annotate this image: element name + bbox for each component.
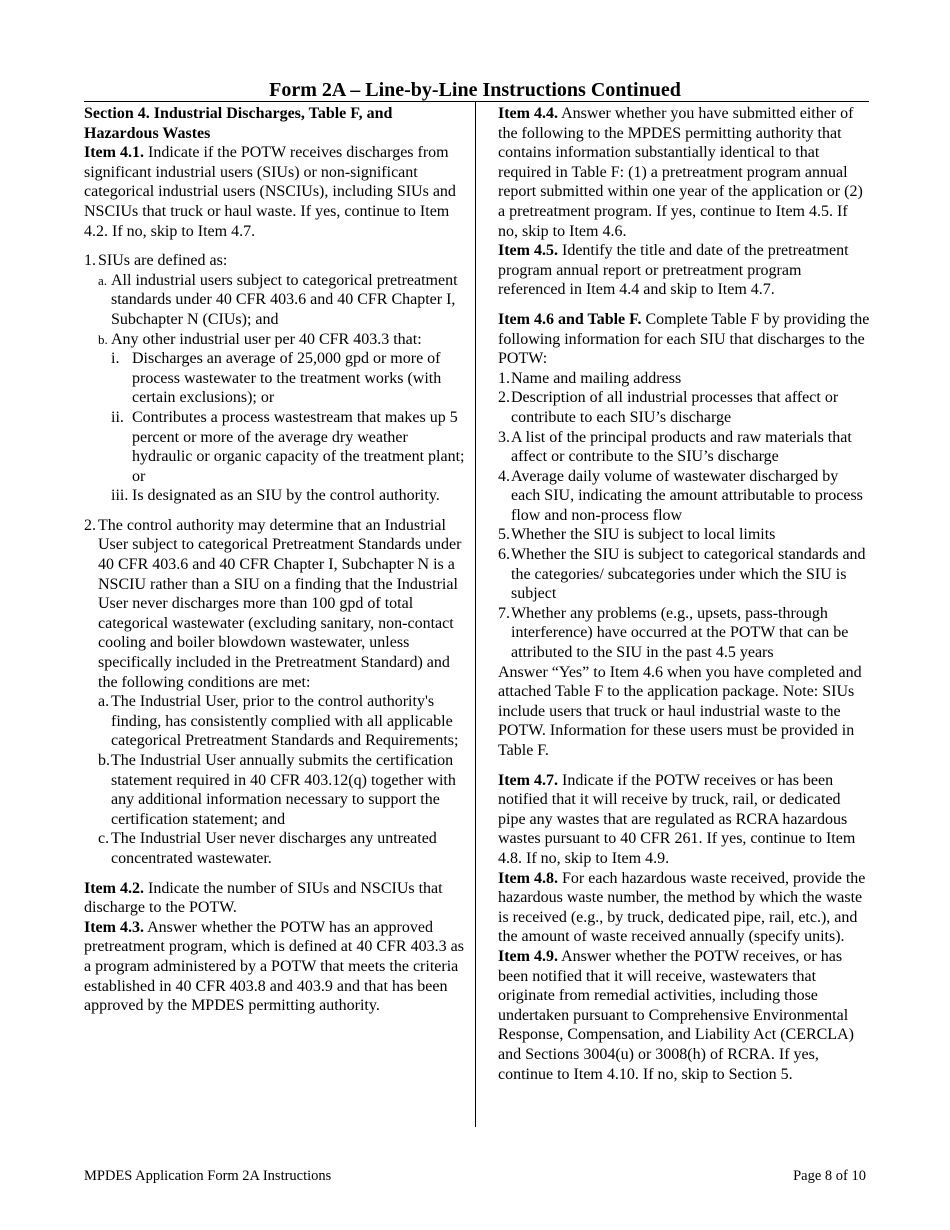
list-item <box>498 604 870 663</box>
item-text: Indicate if the POTW receives or has been notified that it will receive by truck, rail, or dedicated pipe any wastes that are regulated as RCRA hazardous wastes pursuant to 40 CFR 261. If yes, continue to Item 4.8. If no, skip to Item 4.9. <box>498 771 856 867</box>
list-text: Description of all industrial processes that affect or contribute to each SIU’s discharge <box>511 389 839 426</box>
item-label: Item 4.6 and Table F. <box>498 310 642 328</box>
list-marker: iii. <box>111 487 129 505</box>
item-label: Item 4.5. <box>498 242 558 260</box>
item-label: Item 4.4. <box>498 105 558 122</box>
list-item-2c <box>84 829 466 868</box>
list-marker: ii. <box>111 408 124 426</box>
list-marker: i. <box>111 350 120 368</box>
column-divider <box>475 102 476 1127</box>
list-marker: 3. <box>498 428 510 446</box>
list-item-2b <box>84 751 466 829</box>
item-4-3 <box>84 918 466 1016</box>
item-label: Item 4.3. <box>84 918 144 936</box>
list-marker: a. <box>98 693 110 711</box>
list-marker: 1. <box>84 252 96 270</box>
footer-page-number: Page 8 of 10 <box>793 1168 866 1184</box>
list-text: SIUs are defined as: <box>98 252 228 270</box>
list-text: Discharges an average of 25,000 gpd or more of process wastewater to the treatment works (with certain exclusions); or <box>132 350 442 407</box>
list-item-1 <box>84 251 466 271</box>
list-text: The Industrial User, prior to the control authority's finding, has consistently complied with all applicable categorical Pretreatment Standards and Requirements; <box>111 693 459 750</box>
list-item-1b-ii <box>84 408 466 486</box>
list-marker: 5. <box>498 526 510 544</box>
list-marker: 4. <box>498 467 510 485</box>
list-marker: 6. <box>498 546 510 564</box>
list-marker: 1. <box>498 369 510 387</box>
item-label: Item 4.1. <box>84 144 144 162</box>
list-text: All industrial users subject to categorical pretreatment standards under 40 CFR 403.6 and 40 CFR Chapter I, Subchapter N (CIUs); and <box>111 271 458 328</box>
list-item <box>498 525 870 545</box>
list-text: Whether the SIU is subject to local limits <box>511 526 776 544</box>
list-text: Is designated as an SIU by the control authority. <box>132 487 440 505</box>
list-item-1b-iii <box>84 486 466 506</box>
item-text: Identify the title and date of the pretreatment program annual report or pretreatment program referenced in Item 4.4 and skip to Item 4.7. <box>498 242 849 299</box>
list-item-1b <box>84 330 466 350</box>
item-label: Item 4.7. <box>498 771 558 789</box>
list-item-1a <box>84 271 466 330</box>
item-4-8 <box>498 869 870 947</box>
item-text: For each hazardous waste received, provide the hazardous waste number, the method by which the waste is received (e.g., by truck, dedicated pipe, rail, etc.), and the amount of waste received annually (specify units). <box>498 869 866 946</box>
list-item <box>498 369 870 389</box>
item-text: Answer whether you have submitted either of the following to the MPDES permitting authority that contains information substantially identical to that required in Table F: (1) a pretreatment program annual report submitted within one year of the application or (2) a pretreatment program. If yes, continue to Item 4.5. If no, skip to Item 4.6. <box>498 105 863 240</box>
title-rule <box>84 101 869 102</box>
item-text: Indicate if the POTW receives discharges from significant industrial users (SIUs) or non-significant categorical industrial users (NSCIUs), including SIUs and NSCIUs that truck or haul waste. If yes, continue to Item 4.2. If no, skip to Item 4.7. <box>84 144 456 240</box>
item-4-9 <box>498 947 870 1084</box>
item-text: Answer whether the POTW receives, or has been notified that it will receive, wastewaters that originate from remedial activities, including those undertaken pursuant to Comprehensive Environmental Response, Compensation, and Liability Act (CERCLA) and Sections 3004(u) or 3008(h) of RCRA. If yes, continue to Item 4.10. If no, skip to Section 5. <box>498 947 854 1083</box>
list-text: A list of the principal products and raw materials that affect or contribute to the SIU’s discharge <box>511 428 852 466</box>
list-item <box>498 467 870 526</box>
list-marker: b. <box>98 752 110 769</box>
list-text: Contributes a process wastestream that makes up 5 percent or more of the average dry weather hydraulic or organic capacity of the treatment plant; or <box>132 408 465 485</box>
item-text: Complete Table F by providing the following information for each SIU that discharges to the POTW: <box>498 310 870 368</box>
list-text: The Industrial User annually submits the certification statement required in 40 CFR 403.12(q) together with any additional information necessary to support the certification statement; and <box>111 752 456 828</box>
list-text: Any other industrial user per 40 CFR 403.3 that: <box>111 330 422 348</box>
item-text: Answer whether the POTW has an approved pretreatment program, which is defined at 40 CFR 403.3 as a program administered by a POTW that meets the criteria established in 40 CFR 403.8 and 403.9 and that has been approved by the MPDES permitting authority. <box>84 918 464 1015</box>
item-4-2 <box>84 879 466 918</box>
item-4-4 <box>498 104 870 241</box>
list-item <box>498 428 870 467</box>
item-4-1 <box>84 143 466 241</box>
list-marker: 2. <box>498 389 510 407</box>
list-item-1b-i <box>84 349 466 408</box>
list-text: Whether the SIU is subject to categorical standards and the categories/ subcategories under which the SIU is subject <box>511 546 866 603</box>
list-marker: 7. <box>498 604 510 622</box>
list-item-2 <box>84 516 466 692</box>
list-item-2a <box>84 692 466 751</box>
list-text: The control authority may determine that an Industrial User subject to categorical Pretreatment Standards under 40 CFR 403.6 and 40 CFR Chapter I, Subchapter N is a NSCIU rather than a SIU on a finding that the Industrial User never discharges more than 100 gpd of total categorical wastewater (excluding sanitary, non-contact cooling and boiler blowdown wastewater, unless specifically included in the Pretreatment Standard) and the following conditions are met: <box>98 516 462 691</box>
list-marker: 2. <box>84 516 96 534</box>
section-heading: Section 4. Industrial Discharges, Table F, and Hazardous Wastes <box>84 105 393 142</box>
item-4-6-note: Answer “Yes” to Item 4.6 when you have completed and attached Table F to the application package. Note: SIUs include users that truck or haul industrial waste to the POTW. Information for these users must be provided in Table F. <box>498 663 862 759</box>
item-label: Item 4.2. <box>84 879 144 897</box>
item-4-7 <box>498 771 870 869</box>
list-text: Average daily volume of wastewater discharged by each SIU, indicating the amount attributable to process flow and non-process flow <box>511 467 863 524</box>
list-marker: b. <box>98 331 108 347</box>
item-text: Indicate the number of SIUs and NSCIUs that discharge to the POTW. <box>84 879 443 917</box>
item-label: Item 4.9. <box>498 947 558 965</box>
list-item <box>498 388 870 427</box>
list-text: The Industrial User never discharges any untreated concentrated wastewater. <box>111 830 437 867</box>
item-label: Item 4.8. <box>498 869 558 887</box>
list-item <box>498 545 870 604</box>
list-marker: a. <box>98 272 108 288</box>
footer-doc-name: MPDES Application Form 2A Instructions <box>84 1168 332 1184</box>
list-text: Name and mailing address <box>511 369 682 387</box>
item-4-6 <box>498 310 870 369</box>
list-text: Whether any problems (e.g., upsets, pass-through interference) have occurred at the POTW that can be attributed to the SIU in the past 4.5 years <box>511 604 849 662</box>
page-title: Form 2A – Line-by-Line Instructions Continued <box>269 79 681 101</box>
list-marker: c. <box>98 830 110 848</box>
right-column <box>498 104 870 1084</box>
item-4-5 <box>498 241 870 300</box>
left-column <box>84 104 466 1016</box>
